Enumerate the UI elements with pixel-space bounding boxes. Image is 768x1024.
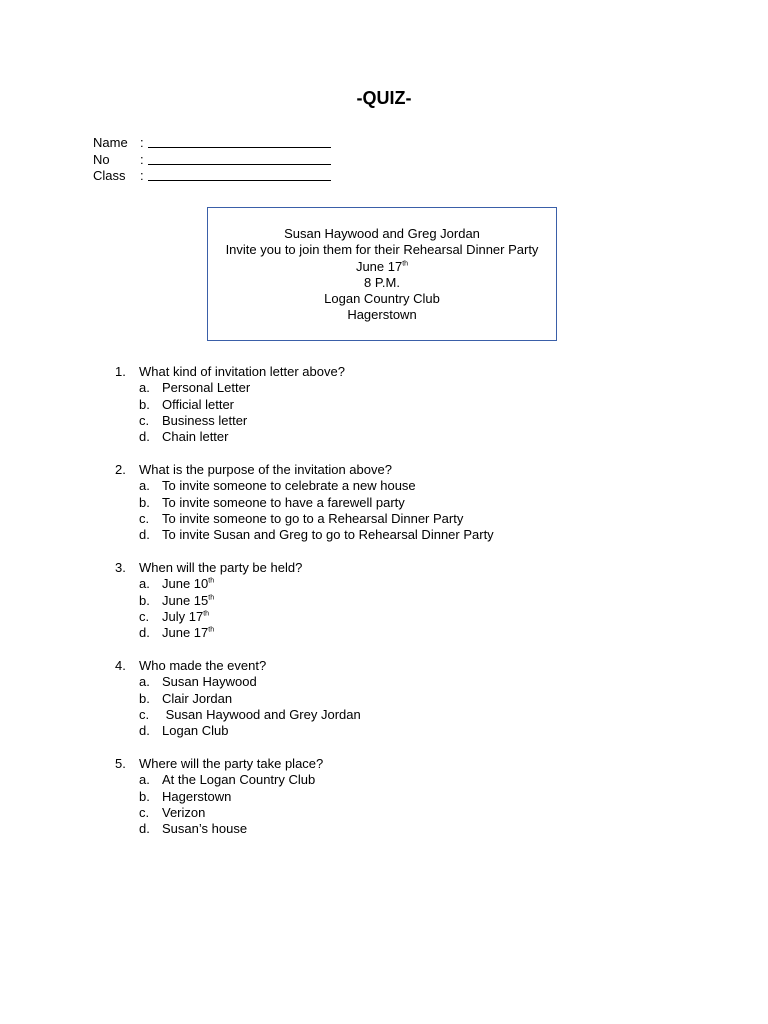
question-2 — [115, 462, 494, 543]
answer-option[interactable] — [115, 397, 494, 413]
invitation-date: June 17th — [355, 258, 409, 274]
option-text: Susan Haywood — [162, 674, 257, 690]
question-number: 4. — [115, 657, 126, 673]
invitation-message: Invite you to join them for their Rehearsal Dinner Party — [225, 242, 539, 258]
option-text: Logan Club — [162, 723, 229, 739]
option-letter: d. — [139, 821, 150, 837]
option-text: June 10 — [162, 576, 209, 592]
answer-option[interactable] — [115, 691, 494, 707]
answer-option[interactable] — [115, 789, 494, 805]
answer-option[interactable] — [115, 609, 494, 625]
option-letter: a. — [139, 772, 150, 788]
answer-option[interactable] — [115, 495, 494, 511]
question-1 — [115, 364, 494, 445]
question-number: 3. — [115, 559, 126, 575]
option-text: To invite someone to have a farewell party — [162, 494, 405, 510]
question-3 — [115, 560, 494, 641]
option-letter: b. — [139, 788, 150, 804]
question-list — [115, 364, 494, 854]
answer-option[interactable] — [115, 821, 494, 837]
page-title: -QUIZ- — [356, 88, 412, 108]
question-number: 5. — [115, 755, 126, 771]
option-text: Chain letter — [162, 429, 229, 445]
answer-option[interactable] — [115, 429, 494, 445]
option-ordinal-suffix: th — [203, 610, 210, 618]
class-blank-line[interactable] — [148, 168, 331, 181]
option-text: Verizon — [162, 804, 206, 820]
name-field — [93, 135, 331, 152]
option-text: Susan’s house — [162, 821, 248, 837]
invitation-time: 8 P.M. — [364, 274, 400, 290]
class-field — [93, 168, 331, 185]
option-letter: b. — [139, 592, 150, 608]
option-letter: d. — [139, 527, 150, 543]
answer-option[interactable] — [115, 413, 494, 429]
question-5 — [115, 756, 494, 837]
class-label: Class — [93, 168, 126, 183]
invitation-venue: Logan Country Club — [324, 291, 440, 307]
question-number: 1. — [115, 364, 126, 379]
option-letter: d. — [139, 625, 150, 641]
option-letter: a. — [139, 674, 150, 690]
question-text — [115, 658, 494, 674]
option-letter: b. — [139, 690, 150, 706]
name-label: Name — [93, 135, 128, 150]
option-letter: b. — [139, 494, 150, 510]
answer-option[interactable] — [115, 707, 494, 723]
option-letter: d. — [139, 723, 150, 739]
answer-option[interactable] — [115, 478, 494, 494]
option-ordinal-suffix: th — [208, 626, 215, 634]
option-text: June 17 — [162, 625, 209, 641]
student-info-fields — [93, 135, 331, 185]
option-text: Susan Haywood and Grey Jordan — [162, 706, 361, 722]
answer-option[interactable] — [115, 805, 494, 821]
option-text: July 17 — [162, 608, 204, 624]
option-letter: d. — [139, 429, 150, 445]
answer-option[interactable] — [115, 576, 494, 592]
no-blank-line[interactable] — [148, 152, 331, 165]
question-prompt: What is the purpose of the invitation above? — [139, 461, 392, 477]
invitation-city: Hagerstown — [347, 307, 417, 323]
answer-option[interactable] — [115, 511, 494, 527]
no-field — [93, 152, 331, 169]
answer-option[interactable] — [115, 772, 494, 788]
option-letter: c. — [139, 804, 150, 820]
question-text — [115, 462, 494, 478]
option-text: Official letter — [162, 396, 235, 412]
name-blank-line[interactable] — [148, 135, 331, 148]
question-4 — [115, 658, 494, 739]
option-text: To invite someone to celebrate a new house — [162, 478, 416, 494]
option-text: June 15 — [162, 592, 209, 608]
name-colon: : — [140, 135, 144, 150]
question-text — [115, 364, 494, 380]
option-text: At the Logan Country Club — [162, 772, 316, 788]
option-letter: c. — [139, 608, 150, 624]
option-ordinal-suffix: th — [208, 577, 215, 585]
option-text: Clair Jordan — [162, 690, 233, 706]
question-prompt: Who made the event? — [139, 657, 267, 673]
answer-option[interactable] — [115, 593, 494, 609]
option-text: To invite someone to go to a Rehearsal Dinner Party — [162, 510, 464, 526]
option-text: Business letter — [162, 412, 248, 428]
option-ordinal-suffix: th — [208, 594, 215, 602]
question-text — [115, 756, 494, 772]
option-letter: a. — [139, 380, 150, 396]
answer-option[interactable] — [115, 380, 494, 396]
option-letter: c. — [139, 706, 150, 722]
question-prompt: When will the party be held? — [139, 559, 303, 575]
option-text: To invite Susan and Greg to go to Rehearsal Dinner Party — [162, 527, 494, 543]
option-letter: c. — [139, 510, 150, 526]
invitation-hosts: Susan Haywood and Greg Jordan — [284, 226, 480, 241]
question-number: 2. — [115, 461, 126, 477]
class-colon: : — [140, 168, 144, 183]
answer-option[interactable] — [115, 625, 494, 641]
option-text: Hagerstown — [162, 788, 232, 804]
answer-option[interactable] — [115, 674, 494, 690]
option-letter: a. — [139, 576, 150, 592]
no-colon: : — [140, 151, 144, 167]
question-text — [115, 560, 494, 576]
option-text: Personal Letter — [162, 380, 251, 396]
question-prompt: Where will the party take place? — [139, 755, 324, 771]
option-letter: c. — [139, 412, 150, 428]
no-label: No — [93, 151, 110, 167]
option-letter: b. — [139, 396, 150, 412]
answer-option[interactable] — [115, 723, 494, 739]
invitation-box — [207, 207, 557, 341]
option-letter: a. — [139, 478, 150, 494]
answer-option[interactable] — [115, 527, 494, 543]
question-prompt: What kind of invitation letter above? — [139, 364, 345, 379]
